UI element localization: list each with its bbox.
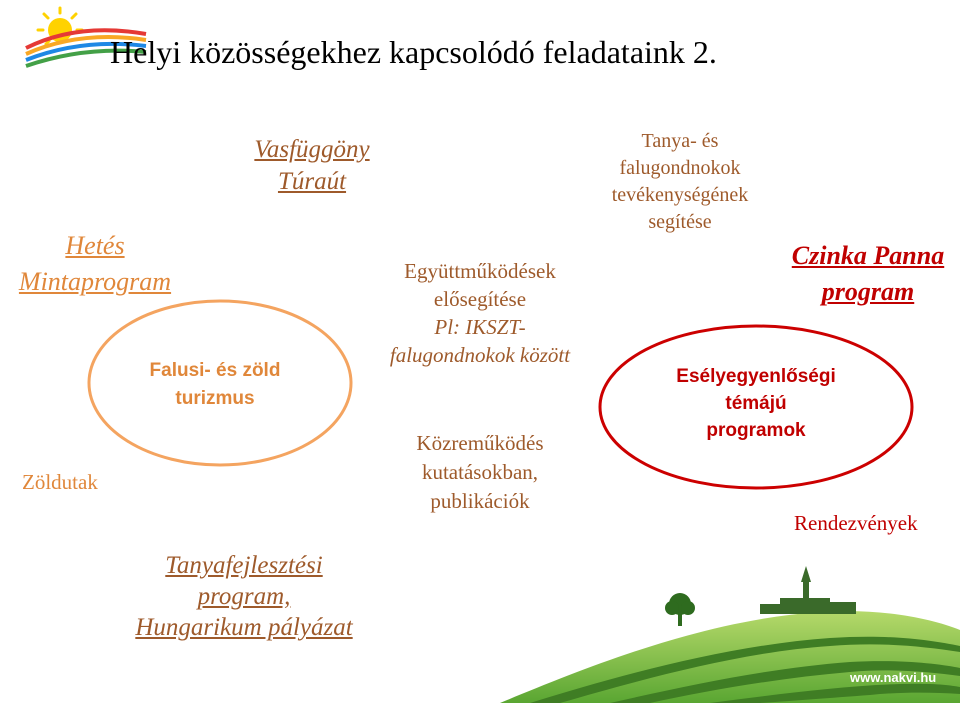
tanyafejlesztesi-line-1: Tanyafejlesztési	[165, 552, 323, 579]
zoldutak: Zöldutak	[22, 470, 98, 494]
egyuttmukodesek-line-2: elősegítése	[433, 287, 527, 311]
kozremukodes-line-3: publikációk	[430, 489, 530, 513]
vasfuggony-turaut	[224, 134, 400, 198]
kozremukodes-line-1: Közreműködés	[416, 431, 544, 455]
tanyafejlesztesi-line-2: program,	[197, 583, 291, 610]
hetes-mintaprogram	[0, 228, 190, 300]
kozremukodes	[370, 429, 590, 516]
tanya-falugondnokok	[580, 128, 780, 236]
eselyegyenlosegi-programok	[650, 363, 862, 444]
esely-line-2: témájú	[725, 393, 787, 414]
church-icon	[760, 566, 856, 614]
tanya-line-4: segítése	[648, 211, 712, 233]
czinka-line-2: program	[821, 277, 915, 306]
hetes-line-2: Mintaprogram	[18, 267, 172, 296]
tanya-line-2: falugondnokok	[619, 157, 741, 179]
tree-icon	[665, 593, 695, 626]
falusi-line-1: Falusi- és zöld	[149, 360, 281, 381]
falusi-zold-turizmus	[130, 357, 300, 413]
tanyafejlesztesi-line-3: Hungarikum pályázat	[135, 614, 353, 641]
czinka-panna-program	[770, 238, 960, 310]
vasfuggony-line-1: Vasfüggöny	[254, 136, 370, 163]
ikszt-line-2: falugondnokok között	[389, 343, 571, 367]
vasfuggony-line-2: Túraút	[277, 168, 347, 195]
czinka-line-1: Czinka Panna	[791, 241, 945, 270]
website-url: www.nakvi.hu	[850, 670, 937, 685]
esely-line-1: Esélyegyenlőségi	[676, 366, 836, 387]
egyuttmukodesek-line-1: Együttműködések	[404, 259, 556, 283]
tanya-line-1: Tanya- és	[641, 130, 719, 152]
esely-line-3: programok	[706, 420, 806, 441]
tanya-line-3: tevékenységének	[611, 184, 749, 206]
page-title: Helyi közösségekhez kapcsolódó feladataink 2.	[110, 34, 717, 70]
ikszt-line-1: Pl: IKSZT-	[434, 315, 526, 339]
kozremukodes-line-2: kutatásokban,	[421, 460, 539, 484]
hill-landscape-illustration	[500, 560, 960, 703]
tanyafejlesztesi-program	[96, 550, 392, 643]
falusi-line-2: turizmus	[175, 388, 255, 409]
hetes-line-1: Hetés	[65, 231, 125, 260]
egyuttmukodesek	[360, 257, 600, 369]
rendezvenyek: Rendezvények	[794, 511, 918, 535]
